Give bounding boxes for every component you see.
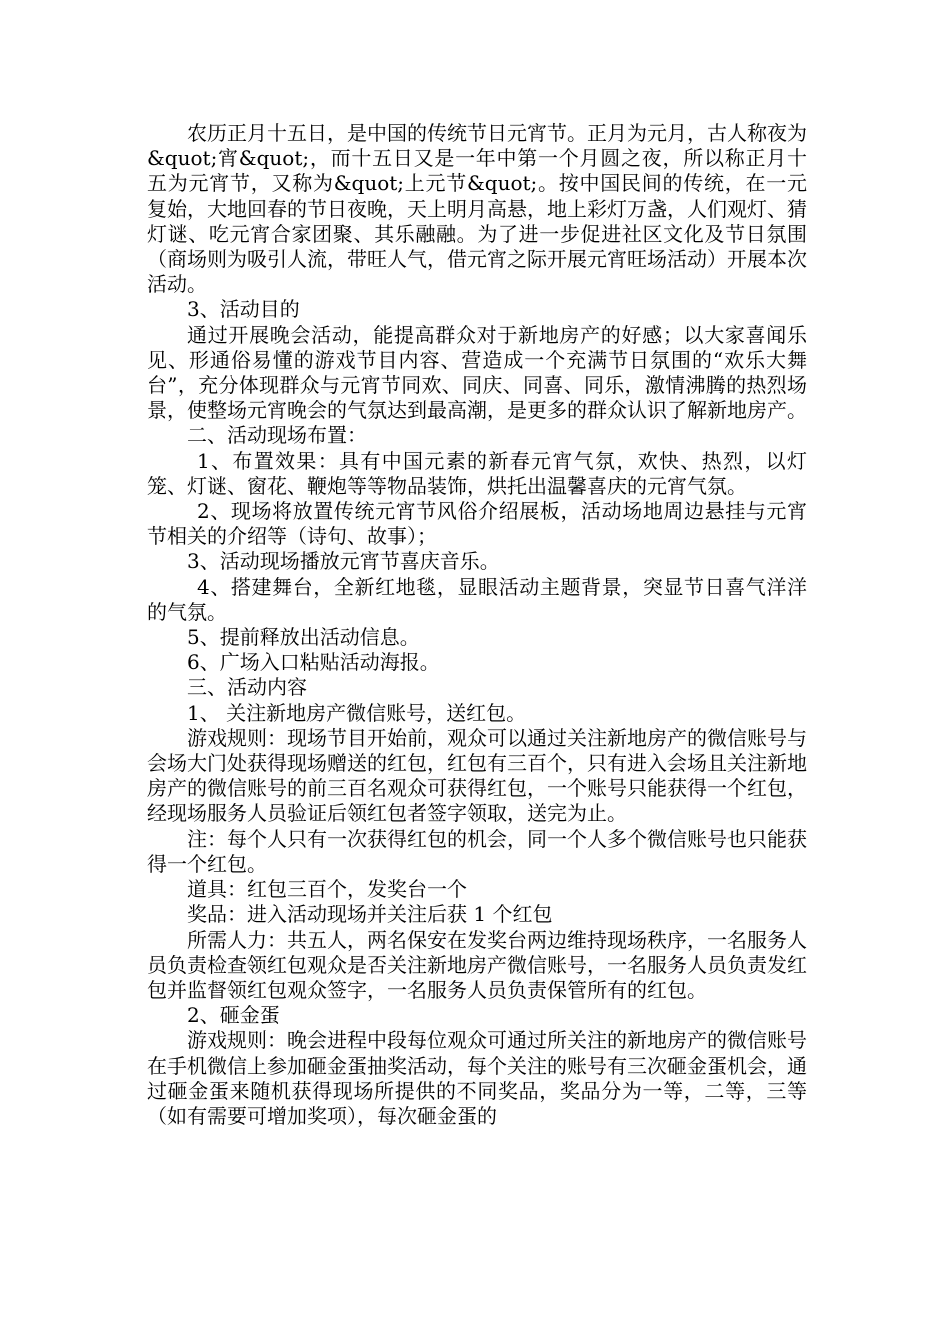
activity-2-title: 2、砸金蛋 (187, 1003, 280, 1028)
activity-1-staff: 所需人力：共五人，两名保安在发奖台两边维持现场秩序，一名服务人员负责检查领红包观众是否关注新地房产微信账号，一名服务人员负责发红包并监督领红包观众签字，一名服务人员负责保管所有的红包。 (147, 927, 807, 1002)
activity-1-props: 道具：红包三百个，发奖台一个 (187, 877, 467, 902)
layout-item-6: 6、广场入口粘贴活动海报。 (187, 650, 440, 675)
layout-item-1: 1、布置效果：具有中国元素的新春元宵气氛，欢快、热烈，以灯笼、灯谜、窗花、鞭炮等等物品装饰，烘托出温馨喜庆的元宵气氛。 (147, 448, 807, 498)
layout-item-3: 3、活动现场播放元宵节喜庆音乐。 (187, 549, 500, 574)
purpose-paragraph: 通过开展晚会活动，能提高群众对于新地房产的好感；以大家喜闻乐见、形通俗易懂的游戏节目内容、营造成一个充满节日氛围的“欢乐大舞台”，充分体现群众与元宵节同欢、同庆、同喜、同乐，激情沸腾的热烈场景，使整场元宵晚会的气氛达到最高潮，是更多的群众认识了解新地房产。 (147, 322, 807, 423)
layout-item-4: 4、搭建舞台，全新红地毯，显眼活动主题背景，突显节日喜气洋洋的气氛。 (147, 574, 807, 624)
activity-1-rules: 游戏规则：现场节目开始前，观众可以通过关注新地房产的微信账号与会场大门处获得现场赠送的红包，红包有三百个，只有进入会场且关注新地房产的微信账号的前三百名观众可获得红包，一个账号只能获得一个红包，经现场服务人员验证后领红包者签字领取，送完为止。 (147, 725, 807, 826)
layout-item-5: 5、提前释放出活动信息。 (187, 625, 420, 650)
activity-1-note: 注：每个人只有一次获得红包的机会，同一个人多个微信账号也只能获得一个红包。 (147, 826, 807, 876)
document-body (147, 121, 807, 1129)
section-heading-purpose: 3、活动目的 (187, 297, 300, 322)
activity-2-rules: 游戏规则：晚会进程中段每位观众可通过所关注的新地房产的微信账号在手机微信上参加砸金蛋抽奖活动，每个关注的账号有三次砸金蛋机会，通过砸金蛋来随机获得现场所提供的不同奖品，奖品分为一等，二等，三等（如有需要可增加奖项），每次砸金蛋的 (147, 1028, 807, 1128)
activity-1-title: 1、 关注新地房产微信账号，送红包。 (187, 700, 527, 725)
intro-paragraph: 农历正月十五日，是中国的传统节日元宵节。正月为元月，古人称夜为&quot;宵&quot;，而十五日又是一年中第一个月圆之夜，所以称正月十五为元宵节，又称为&quot;上元节&quot;。按中国民间的传统，在一元复始，大地回春的节日夜晚，天上明月高悬，地上彩灯万盏，人们观灯、猜灯谜、吃元宵合家团聚、其乐融融。为了进一步促进社区文化及节日氛围（商场则为吸引人流，带旺人气，借元宵之际开展元宵旺场活动）开展本次活动。 (147, 121, 807, 297)
activity-1-prize: 奖品：进入活动现场并关注后获 1 个红包 (187, 902, 553, 927)
layout-item-2: 2、现场将放置传统元宵节风俗介绍展板，活动场地周边悬挂与元宵节相关的介绍等（诗句、故事）； (147, 499, 807, 549)
section-heading-content: 三、活动内容 (187, 675, 307, 700)
section-heading-layout: 二、活动现场布置： (187, 423, 367, 448)
